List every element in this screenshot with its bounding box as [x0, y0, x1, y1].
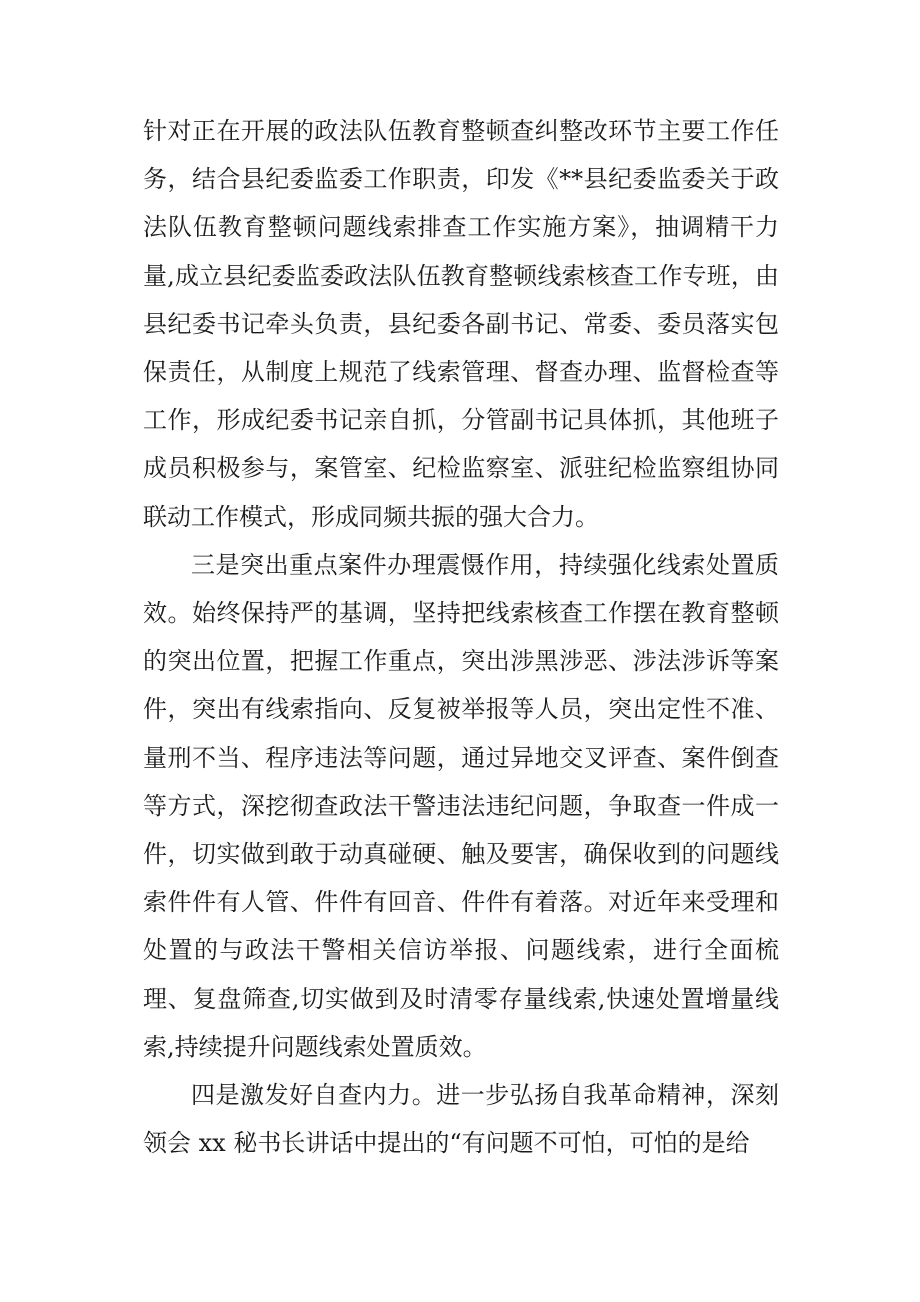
paragraph-continuation: 针对正在开展的政法队伍教育整顿查纠整改环节主要工作任务，结合县纪委监委工作职责，印发《**县纪委监委关于政法队伍教育整顿问题线索排查工作实施方案》，抽调精干力量,成立县纪委监委政法队伍教育整顿线索核查工作专班，由县纪委书记牵头负责，县纪委各副书记、常委、委员落实包保责任，从制度上规范了线索管理、督查办理、监督检查等工作，形成纪委书记亲自抓，分管副书记具体抓，其他班子成员积极参与，案管室、纪检监察室、派驻纪检监察组协同联动工作模式，形成同频共振的强大合力。 [143, 117, 779, 531]
paragraph-point-three: 三是突出重点案件办理震慑作用，持续强化线索处置质效。始终保持严的基调，坚持把线索核查工作摆在教育整顿的突出位置，把握工作重点，突出涉黑涉恶、涉法涉诉等案件，突出有线索指向、反复被举报等人员，突出定性不准、量刑不当、程序违法等问题，通过异地交叉评查、案件倒查等方式，深挖彻查政法干警违法违纪问题，争取查一件成一件，切实做到敢于动真碰硬、触及要害，确保收到的问题线索件件有人管、件件有回音、件件有着落。对近年来受理和处置的与政法干警相关信访举报、问题线索，进行全面梳理、复盘筛查,切实做到及时清零存量线索,快速处置增量线索,持续提升问题线索处置质效。 [143, 550, 779, 1061]
paragraph-point-four: 四是激发好自查内力。进一步弘扬自我革命精神，深刻领会 xx 秘书长讲话中提出的“有问题不可怕，可怕的是给 [143, 1081, 779, 1158]
document-body [143, 107, 779, 1167]
